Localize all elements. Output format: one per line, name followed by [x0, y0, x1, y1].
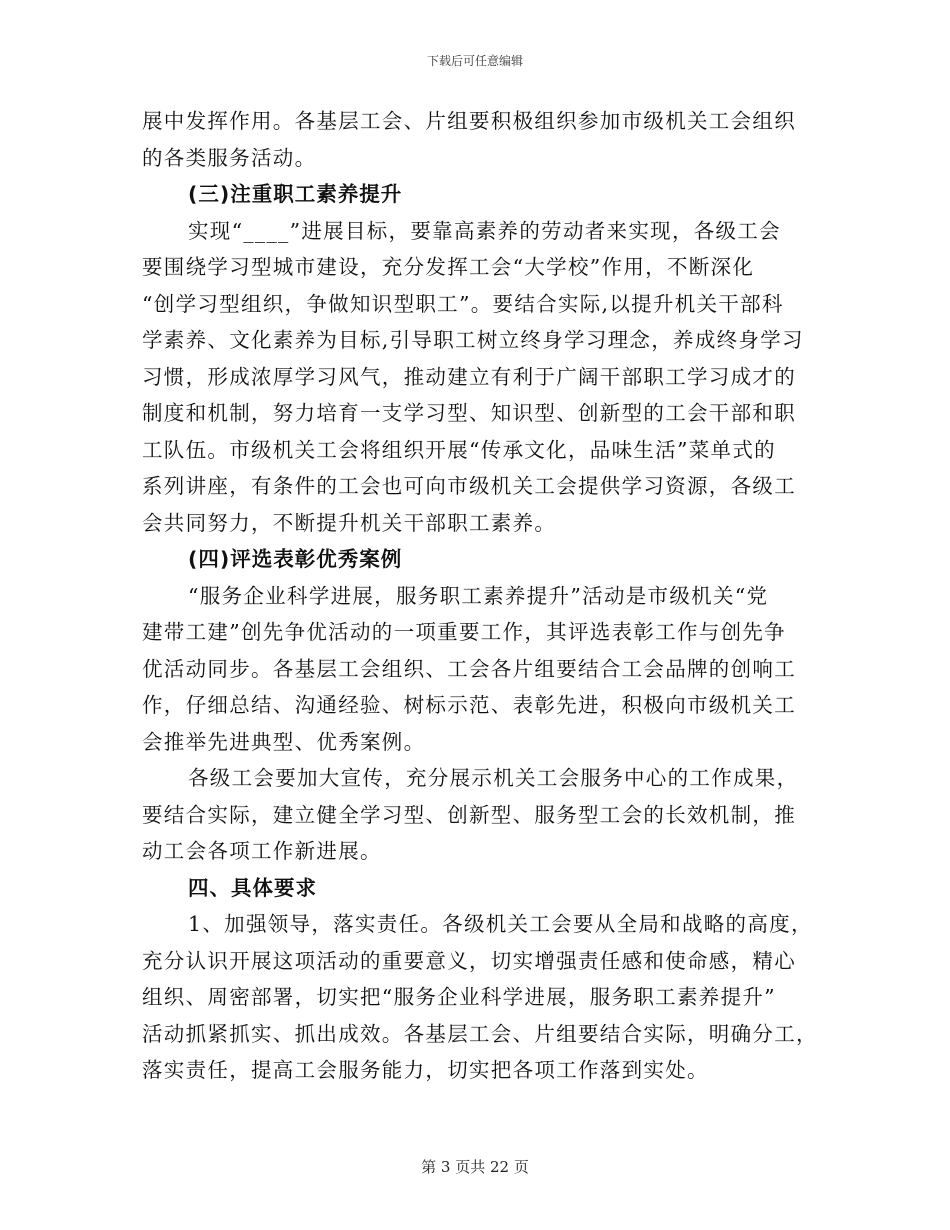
paragraph-line: 1、加强领导，落实责任。各级机关工会要从全局和战略的高度，: [188, 912, 813, 936]
paragraph-line: 制度和机制，努力培育一支学习型、知识型、创新型的工会干部和职: [142, 401, 796, 425]
paragraph-line: 学素养、文化素养为目标,引导职工树立终身学习理念，养成终身学习: [142, 328, 804, 352]
paragraph-line: “服务企业科学进展，服务职工素养提升”活动是市级机关“党: [188, 583, 769, 608]
page-header: 下载后可任意编辑: [426, 54, 523, 68]
paragraph-line: 实现“____”进展目标，要靠高素养的劳动者来实现，各级工会: [188, 218, 781, 243]
paragraph-line: 的各类服务活动。: [142, 145, 317, 170]
paragraph-line: 工队伍。市级机关工会将组织开展“传承文化，品味生活”菜单式的: [142, 437, 776, 462]
paragraph-line: 动工会各项工作新进展。: [142, 839, 382, 863]
paragraph-line: 优活动同步。各基层工会组织、工会各片组要结合工会品牌的创响工: [142, 656, 796, 681]
paragraph-line: 落实责任，提高工会服务能力，切实把各项工作落到实处。: [142, 1058, 709, 1082]
paragraph-line: 建带工建”创先争优活动的一项重要工作，其评选表彰工作与创先争: [142, 620, 786, 644]
paragraph-line: 要围绕学习型城市建设，充分发挥工会“大学校”作用，不断深化: [142, 255, 755, 279]
section-heading: (三)注重职工素养提升: [188, 182, 403, 206]
page-footer: 第 3 页共 22 页: [421, 1158, 529, 1176]
paragraph-line: “创学习型组织，争做知识型职工”。要结合实际,以提升机关干部科: [142, 291, 784, 316]
section-heading: (四)评选表彰优秀案例: [188, 547, 403, 571]
paragraph-line: 活动抓紧抓实、抓出成效。各基层工会、片组要结合实际，明确分工，: [142, 1021, 818, 1046]
paragraph-line: 会共同努力，不断提升机关干部职工素养。: [142, 510, 557, 535]
paragraph-line: 要结合实际，建立健全学习型、创新型、服务型工会的长效机制，推: [142, 802, 796, 827]
paragraph-line: 组织、周密部署，切实把“服务企业科学进展，服务职工素养提升”: [142, 985, 776, 1009]
paragraph-line: 系列讲座，有条件的工会也可向市级机关工会提供学习资源，各级工: [142, 474, 796, 498]
paragraph-line: 展中发挥作用。各基层工会、片组要积极组织参加市级机关工会组织: [142, 109, 796, 133]
paragraph-line: 各级工会要加大宣传，充分展示机关工会服务中心的工作成果，: [188, 766, 799, 790]
paragraph-line: 习惯，形成浓厚学习风气，推动建立有利于广阔干部职工学习成才的: [142, 364, 796, 389]
document-body: [142, 103, 818, 1089]
paragraph-line: 会推举先进典型、优秀案例。: [142, 729, 426, 754]
section-heading: 四、具体要求: [188, 875, 317, 900]
paragraph-line: 充分认识开展这项活动的重要意义，切实增强责任感和使命感，精心: [142, 948, 796, 973]
paragraph-line: 作，仔细总结、沟通经验、树标示范、表彰先进，积极向市级机关工: [142, 693, 796, 717]
